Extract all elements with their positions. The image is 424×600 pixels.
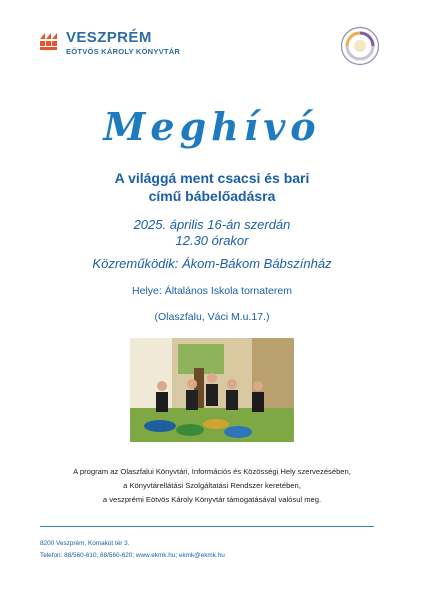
venue-address: (Olaszfalu, Váci M.u.17.) [154,311,270,323]
event-time: 12.30 órakor [175,233,249,248]
organizer-note-line-3: a veszprémi Eötvös Károly Könyvtár támogatásával valósul meg. [102,495,322,504]
puppet-theatre-photo [130,338,294,442]
logo-subtitle: EÖTVÖS KÁROLY KÖNYVTÁR [66,47,181,56]
cooperation-line: Közreműködik: Ákom-Bákom Bábszínház [92,256,332,271]
footer-divider [40,526,374,527]
library-logo [40,26,181,60]
event-date: 2025. április 16-án szerdán [133,217,291,232]
logo-word: VESZPRÉM [66,29,152,46]
invitation-title: Meghívó [103,104,321,149]
show-title: A világgá ment csacsi és bari [114,170,310,186]
show-subtitle: című bábelőadásra [148,188,276,204]
footer-address: 8200 Veszprém, Komakút tér 3. [40,540,130,547]
organizer-note-line-2: a Könyvtárellátási Szolgáltatási Rendszer keretében, [123,481,301,490]
organizer-note-line-1: A program az Olaszfalui Könyvtári, Információs és Közösségi Hely szervezésében, [73,467,351,476]
kszr-seal-icon [340,26,380,66]
library-logo-mark-icon [40,31,62,53]
footer-contact: Telefon: 88/560-610, 88/560-620; www.ekmk.hu; ekmk@ekmk.hu [40,552,225,559]
venue-line: Helye: Általános Iskola tornaterem [132,285,292,297]
